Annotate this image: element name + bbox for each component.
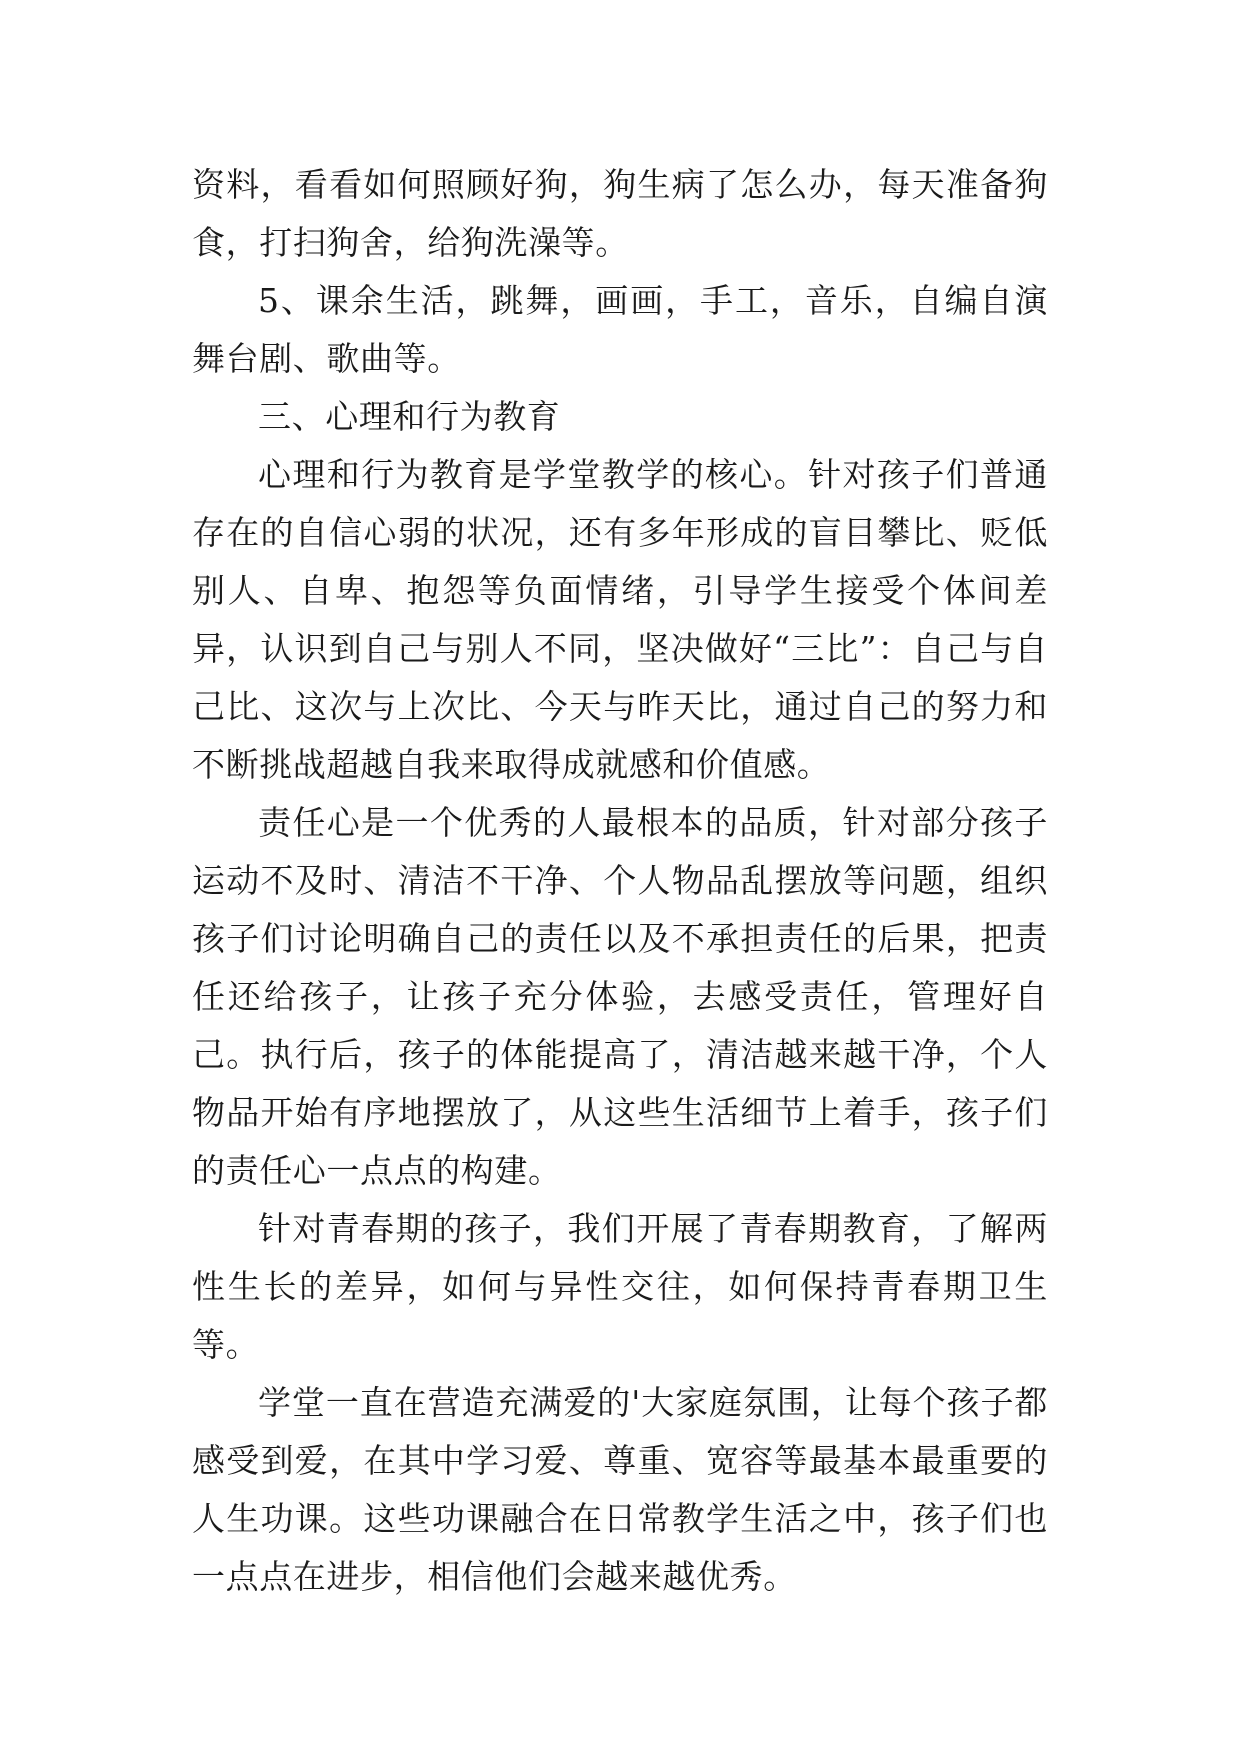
document-body — [192, 156, 1048, 1606]
paragraph: 学堂一直在营造充满爱的'大家庭氛围，让每个孩子都感受到爱，在其中学习爱、尊重、宽容等最基本最重要的人生功课。这些功课融合在日常教学生活之中，孩子们也一点点在进步，相信他们会越来越优秀。 — [192, 1383, 1048, 1596]
paragraph-item-5: 5、课余生活，跳舞，画画，手工，音乐，自编自演舞台剧、歌曲等。 — [192, 281, 1048, 378]
paragraph-continuation: 资料，看看如何照顾好狗，狗生病了怎么办，每天准备狗食，打扫狗舍，给狗洗澡等。 — [192, 165, 1048, 262]
paragraph: 针对青春期的孩子，我们开展了青春期教育，了解两性生长的差异，如何与异性交往，如何保持青春期卫生等。 — [192, 1209, 1048, 1364]
section-heading: 三、心理和行为教育 — [258, 397, 561, 436]
paragraph: 责任心是一个优秀的人最根本的品质，针对部分孩子运动不及时、清洁不干净、个人物品乱摆放等问题，组织孩子们讨论明确自己的责任以及不承担责任的后果，把责任还给孩子，让孩子充分体验，去感受责任，管理好自己。执行后，孩子的体能提高了，清洁越来越干净，个人物品开始有序地摆放了，从这些生活细节上着手，孩子们的责任心一点点的构建。 — [192, 803, 1048, 1190]
paragraph: 心理和行为教育是学堂教学的核心。针对孩子们普通存在的自信心弱的状况，还有多年形成的盲目攀比、贬低别人、自卑、抱怨等负面情绪，引导学生接受个体间差异，认识到自己与别人不同，坚决做好“三比”：自己与自己比、这次与上次比、今天与昨天比，通过自己的努力和不断挑战超越自我来取得成就感和价值感。 — [192, 455, 1048, 784]
